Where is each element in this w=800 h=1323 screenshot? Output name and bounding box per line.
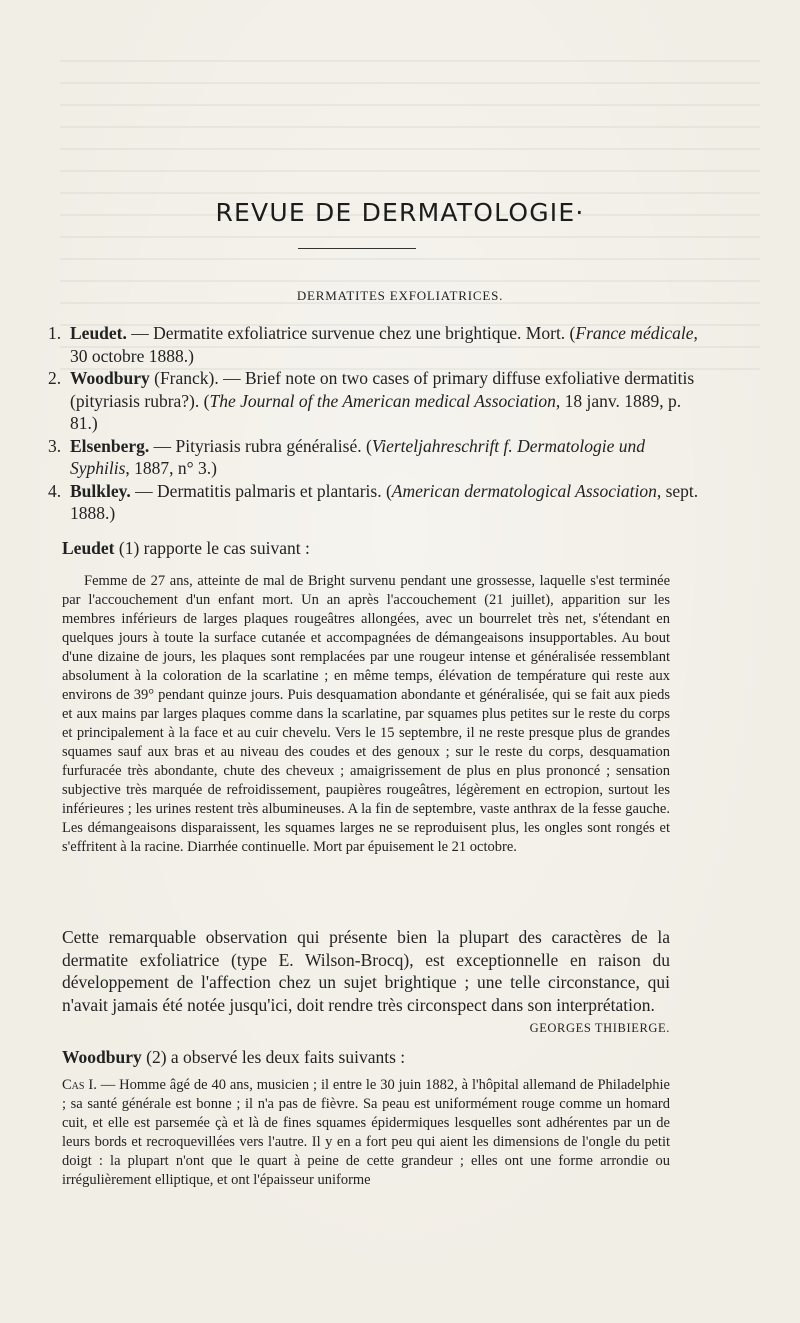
page-title: REVUE DE DERMATOLOGIE· bbox=[215, 198, 585, 227]
bib-journal: The Journal of the American medical Association bbox=[209, 390, 556, 411]
bib-text: — Pityriasis rubra généralisé. ( bbox=[149, 435, 372, 456]
leudet-case bbox=[62, 572, 670, 857]
bib-journal: American dermatological Association bbox=[391, 480, 657, 501]
case-label: Cas I. bbox=[62, 1077, 97, 1093]
bib-num: 4. bbox=[48, 480, 62, 501]
section-heading: DERMATITES EXFOLIATRICES. bbox=[296, 288, 504, 303]
commentary-text: Cette remarquable observation qui présente bien la plupart des caractères de la dermatite exfoliatrice (type E. Wilson-Brocq), est exceptionnelle en raison du développement de l'affection chez un sujet brightique ; une telle circonstance, qui n'avait jamais été notée jusqu'ici, doit rendre très circonspect dans son interprétation. bbox=[62, 927, 670, 1015]
commentary bbox=[62, 926, 670, 1040]
bib-tail: , 30 octobre 1888.) bbox=[70, 323, 698, 366]
leudet-lead-text: (1) rapporte le cas suivant : bbox=[114, 538, 310, 558]
bib-item bbox=[48, 435, 708, 480]
bib-tail: , 1887, n° 3.) bbox=[125, 458, 217, 478]
bib-num: 2. bbox=[48, 368, 62, 388]
bib-text: — Dermatitis palmaris et plantaris. ( bbox=[130, 480, 392, 501]
woodbury-case-paragraph bbox=[62, 1076, 670, 1190]
bib-text: (Franck). — Brief note on two cases of primary diffuse exfoliative dermatitis (pityriasis rubra?). ( bbox=[70, 368, 695, 411]
leudet-case-text: Femme de 27 ans, atteinte de mal de Bright survenu pendant une grossesse, laquelle s'est terminée par l'accouchement d'un enfant mort. Un an après l'accouchement (21 juillet), apparition sur les membres inférieurs de larges plaques rougeâtres allongées, avec un bourrelet très net, s'étendant en quelques jours à toute la surface cutanée et accompagnées de démangeaisons insupportables. Au bout d'une dizaine de jours, les plaques sont remplacées par une rougeur intense et généralisée ressemblant absolument à la coloration de la scarlatine ; en même temps, élévation de température qui reste aux environs de 39° pendant quinze jours. Puis desquamation abondante et généralisée, qui se fait aux pieds et aux mains par larges plaques comme dans la scarlatine, par squames plus petites sur le reste du corps et principalement à la face et au cuir chevelu. Vers le 15 septembre, il ne reste presque plus de grandes squames sauf aux bras et au niveau des coudes et des genoux ; sur le reste du corps, desquamation furfuracée très abondante, chute des cheveux ; amaigrissement de plus en plus prononcé ; sensation subjective très marquée de refroidissement, paupières rougeâtres, légèrement en ectropion, surtout les inférieures ; les urines restent très albumineuses. A la fin de septembre, vaste anthrax de la fesse gauche. Les démangeaisons disparaissent, les squames larges ne se reproduisent plus, les ongles sont rongés et s'effritent à la racine. Diarrhée continuelle. Mort par épuisement le 21 octobre. bbox=[62, 573, 670, 855]
woodbury-lead-text: (2) a observé les deux faits suivants : bbox=[141, 1047, 406, 1067]
bib-num: 3. bbox=[48, 435, 62, 456]
leudet-lead bbox=[62, 538, 722, 559]
woodbury-lead bbox=[62, 1047, 722, 1068]
bib-tail: , 18 janv. 1889, p. 81.) bbox=[70, 390, 682, 433]
woodbury-case bbox=[62, 1076, 670, 1190]
woodbury-case-text: — Homme âgé de 40 ans, musicien ; il entre le 30 juin 1882, à l'hôpital allemand de Philadelphie ; sa santé générale est bonne ; il n'a pas de fièvre. Sa peau est uniformément rouge comme un homard cuit, et elle est parsemée çà et là de fines squames épidermiques lesquelles sont adhérentes par un de leurs bords et recroquevillées vers l'autre. Il y en a fort peu qui aient les dimensions de l'ongle du petit doigt : la plupart n'ont que le quart à peine de cette grandeur ; elles ont une forme arrondie ou irrégulièrement elliptique, et ont l'épaisseur uniforme bbox=[62, 1077, 670, 1188]
bibliography bbox=[48, 322, 708, 525]
bib-item bbox=[48, 480, 708, 525]
author-signature: GEORGES THIBIERGE. bbox=[529, 1021, 670, 1035]
woodbury-lead-name: Woodbury bbox=[62, 1047, 142, 1067]
title-rule bbox=[298, 248, 416, 249]
bib-item bbox=[48, 367, 708, 435]
bib-text: — Dermatite exfoliatrice survenue chez une brightique. Mort. ( bbox=[126, 323, 576, 343]
leudet-lead-name: Leudet bbox=[62, 538, 115, 558]
bib-journal: France médicale bbox=[575, 323, 694, 343]
bib-tail: , sept. 1888.) bbox=[70, 480, 699, 523]
bib-author: Bulkley. bbox=[70, 480, 131, 501]
bib-author: Leudet. bbox=[70, 323, 127, 343]
bib-author: Elsenberg. bbox=[70, 435, 150, 456]
bib-journal: Vierteljahreschrift f. Dermatologie und Syphilis bbox=[70, 435, 645, 478]
bib-item bbox=[48, 322, 708, 367]
bib-author: Woodbury bbox=[70, 368, 150, 388]
bib-num: 1. bbox=[48, 323, 62, 343]
commentary-paragraph bbox=[62, 926, 670, 1035]
